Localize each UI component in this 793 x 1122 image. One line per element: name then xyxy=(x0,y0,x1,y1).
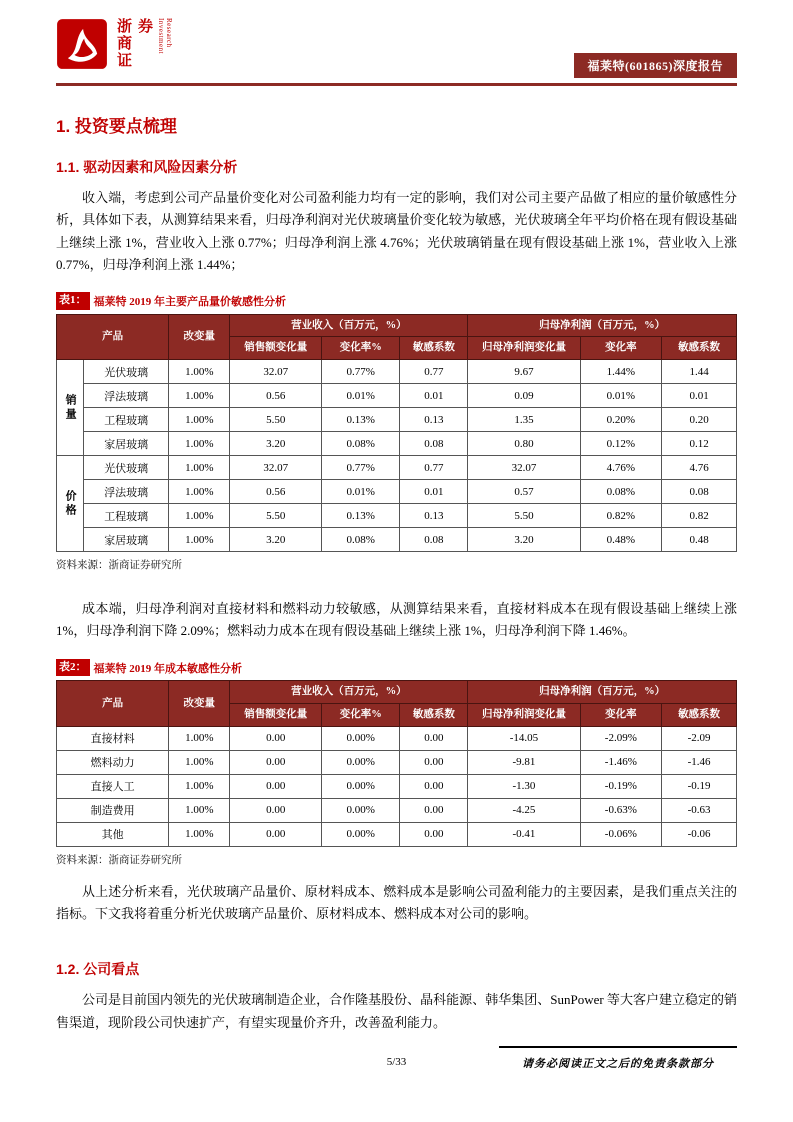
col-header-np-change: 归母净利润变化量 xyxy=(468,337,580,360)
table2-caption-text: 福莱特 2019 年成本敏感性分析 xyxy=(93,662,242,675)
value-cell: 1.00% xyxy=(169,750,230,774)
value-cell: -0.63 xyxy=(662,798,737,822)
brand-text xyxy=(113,18,173,80)
product-name-cell: 光伏玻璃 xyxy=(84,360,169,384)
value-cell: 0.77 xyxy=(400,360,468,384)
value-cell: -0.63% xyxy=(580,798,662,822)
value-cell: 1.00% xyxy=(169,384,230,408)
value-cell: 0.77% xyxy=(322,360,400,384)
value-cell: -1.46 xyxy=(662,750,737,774)
product-name-cell: 其他 xyxy=(57,822,169,846)
col-group-revenue: 营业收入（百万元，%） xyxy=(230,681,468,704)
value-cell: 0.08% xyxy=(322,432,400,456)
value-cell: 0.56 xyxy=(230,384,322,408)
value-cell: 1.00% xyxy=(169,528,230,552)
page-header xyxy=(56,0,737,86)
value-cell: 0.00 xyxy=(230,798,322,822)
col-header-sensitivity: 敏感系数 xyxy=(400,337,468,360)
col-header-np-change-rate: 变化率 xyxy=(580,337,662,360)
table-row xyxy=(57,726,737,750)
value-cell: 0.00 xyxy=(400,774,468,798)
table1-caption xyxy=(56,292,737,309)
value-cell: 32.07 xyxy=(230,360,322,384)
value-cell: 1.00% xyxy=(169,504,230,528)
value-cell: -1.46% xyxy=(580,750,662,774)
value-cell: 5.50 xyxy=(230,504,322,528)
col-header-np-sensitivity: 敏感系数 xyxy=(662,337,737,360)
table-row xyxy=(57,456,737,480)
table2-source: 资料来源：浙商证券研究所 xyxy=(56,854,182,866)
value-cell: 0.00% xyxy=(322,774,400,798)
product-name-cell: 工程玻璃 xyxy=(84,408,169,432)
value-cell: 5.50 xyxy=(230,408,322,432)
value-cell: 0.01% xyxy=(322,480,400,504)
value-cell: 3.20 xyxy=(230,528,322,552)
value-cell: 1.00% xyxy=(169,360,230,384)
value-cell: 0.82 xyxy=(662,504,737,528)
table-row xyxy=(57,798,737,822)
table2-cost-sensitivity xyxy=(56,680,737,846)
col-header-change: 改变量 xyxy=(169,681,230,726)
value-cell: 0.56 xyxy=(230,480,322,504)
value-cell: 0.77% xyxy=(322,456,400,480)
value-cell: 1.00% xyxy=(169,822,230,846)
value-cell: 1.44% xyxy=(580,360,662,384)
col-header-change: 改变量 xyxy=(169,314,230,359)
value-cell: -0.06% xyxy=(580,822,662,846)
value-cell: 0.77 xyxy=(400,456,468,480)
value-cell: 0.48% xyxy=(580,528,662,552)
table-row xyxy=(57,750,737,774)
value-cell: 1.00% xyxy=(169,798,230,822)
value-cell: 0.00 xyxy=(400,750,468,774)
value-cell: 0.20% xyxy=(580,408,662,432)
value-cell: 0.01 xyxy=(662,384,737,408)
report-title-banner: 福莱特(601865)深度报告 xyxy=(574,53,738,78)
value-cell: -1.30 xyxy=(468,774,580,798)
table-row xyxy=(57,528,737,552)
value-cell: -0.19 xyxy=(662,774,737,798)
product-name-cell: 浮法玻璃 xyxy=(84,480,169,504)
value-cell: 0.01% xyxy=(322,384,400,408)
table2-caption xyxy=(56,659,737,676)
value-cell: 0.13% xyxy=(322,504,400,528)
value-cell: -4.25 xyxy=(468,798,580,822)
page-number: 5/33 xyxy=(386,1056,407,1068)
value-cell: 1.00% xyxy=(169,456,230,480)
value-cell: 1.00% xyxy=(169,774,230,798)
value-cell: 0.00 xyxy=(230,750,322,774)
value-cell: 0.01 xyxy=(400,384,468,408)
value-cell: -2.09 xyxy=(662,726,737,750)
value-cell: 0.82% xyxy=(580,504,662,528)
value-cell: 1.35 xyxy=(468,408,580,432)
page-footer xyxy=(56,1046,737,1080)
value-cell: 0.00 xyxy=(400,726,468,750)
value-cell: 0.57 xyxy=(468,480,580,504)
brand-name-cn: 浙商证券 xyxy=(115,18,152,69)
product-name-cell: 制造费用 xyxy=(57,798,169,822)
col-group-net-profit: 归母净利润（百万元，%） xyxy=(468,314,737,337)
table1-price-volume-sensitivity xyxy=(56,314,737,552)
row-group-label: 销量 xyxy=(57,360,84,456)
product-name-cell: 光伏玻璃 xyxy=(84,456,169,480)
value-cell: 9.67 xyxy=(468,360,580,384)
value-cell: -9.81 xyxy=(468,750,580,774)
col-header-sales-change: 销售额变化量 xyxy=(230,337,322,360)
value-cell: 0.00 xyxy=(400,798,468,822)
table1-caption-tag: 表1： xyxy=(56,292,90,309)
col-header-product: 产品 xyxy=(57,314,169,359)
value-cell: 0.08 xyxy=(400,432,468,456)
col-header-np-change-rate: 变化率 xyxy=(580,703,662,726)
value-cell: -0.41 xyxy=(468,822,580,846)
value-cell: 1.00% xyxy=(169,726,230,750)
value-cell: 4.76 xyxy=(662,456,737,480)
value-cell: 0.00 xyxy=(230,726,322,750)
value-cell: 0.09 xyxy=(468,384,580,408)
table-row xyxy=(57,360,737,384)
product-name-cell: 工程玻璃 xyxy=(84,504,169,528)
value-cell: -0.06 xyxy=(662,822,737,846)
paragraph-company-highlight: 公司是目前国内领先的光伏玻璃制造企业，合作隆基股份、晶科能源、韩华集团、SunPower 等大客户建立稳定的销售渠道，现阶段公司快速扩产，有望实现量价齐升，改善盈利能力。 xyxy=(56,992,737,1030)
table-row xyxy=(57,774,737,798)
value-cell: 3.20 xyxy=(468,528,580,552)
value-cell: 0.80 xyxy=(468,432,580,456)
section-heading-1-1: 1.1. 驱动因素和风险因素分析 xyxy=(56,159,238,175)
section-heading-1-2: 1.2. 公司看点 xyxy=(56,961,140,978)
col-header-np-sensitivity: 敏感系数 xyxy=(662,703,737,726)
value-cell: 0.13 xyxy=(400,408,468,432)
value-cell: 0.08 xyxy=(400,528,468,552)
value-cell: 4.76% xyxy=(580,456,662,480)
value-cell: 0.13% xyxy=(322,408,400,432)
table1-caption-text: 福莱特 2019 年主要产品量价敏感性分析 xyxy=(93,296,286,309)
value-cell: 32.07 xyxy=(230,456,322,480)
table-row xyxy=(57,480,737,504)
value-cell: 1.44 xyxy=(662,360,737,384)
row-group-label: 价格 xyxy=(57,456,84,552)
product-name-cell: 直接材料 xyxy=(57,726,169,750)
col-header-sales-change: 销售额变化量 xyxy=(230,703,322,726)
paragraph-income-side: 收入端，考虑到公司产品量价变化对公司盈利能力均有一定的影响，我们对公司主要产品做了相应的量价敏感性分析，具体如下表，从测算结果来看，归母净利润对光伏玻璃量价变化较为敏感，光伏玻璃全年平均价格在现有假设基础上继续上涨 1%，营业收入上涨 0.77%；归母净利润上涨 4.76%；光伏玻璃销量在现有假设基础上涨 1%，营业收入上涨 0.77%，归母净利润上涨 1.44%； xyxy=(56,190,737,273)
col-group-net-profit: 归母净利润（百万元，%） xyxy=(468,681,737,704)
value-cell: 0.01 xyxy=(400,480,468,504)
value-cell: 0.20 xyxy=(662,408,737,432)
value-cell: 0.01% xyxy=(580,384,662,408)
value-cell: 0.12% xyxy=(580,432,662,456)
table-row xyxy=(57,822,737,846)
value-cell: 0.08% xyxy=(580,480,662,504)
product-name-cell: 浮法玻璃 xyxy=(84,384,169,408)
paragraph-cost-side: 成本端，归母净利润对直接材料和燃料动力较敏感，从测算结果来看，直接材料成本在现有假设基础上继续上涨 1%，归母净利润下降 2.09%；燃料动力成本在现有假设基础上继续上涨 1%，归母净利润下降 1.46%。 xyxy=(56,601,737,639)
section-heading-1: 1. 投资要点梳理 xyxy=(56,117,177,136)
value-cell: 0.12 xyxy=(662,432,737,456)
value-cell: 1.00% xyxy=(169,408,230,432)
product-name-cell: 家居玻璃 xyxy=(84,432,169,456)
value-cell: 0.08% xyxy=(322,528,400,552)
brand-flame-icon xyxy=(56,18,108,70)
value-cell: 5.50 xyxy=(468,504,580,528)
value-cell: 0.00% xyxy=(322,726,400,750)
value-cell: 1.00% xyxy=(169,432,230,456)
table-row xyxy=(57,504,737,528)
value-cell: 0.00 xyxy=(230,822,322,846)
col-header-sensitivity: 敏感系数 xyxy=(400,703,468,726)
value-cell: 0.00 xyxy=(400,822,468,846)
brand-name-en: Investment Research xyxy=(157,18,173,55)
col-group-revenue: 营业收入（百万元，%） xyxy=(230,314,468,337)
value-cell: 3.20 xyxy=(230,432,322,456)
col-header-change-rate: 变化率% xyxy=(322,703,400,726)
col-header-product: 产品 xyxy=(57,681,169,726)
value-cell: 0.48 xyxy=(662,528,737,552)
col-header-np-change: 归母净利润变化量 xyxy=(468,703,580,726)
brand-logo xyxy=(56,18,173,80)
value-cell: -2.09% xyxy=(580,726,662,750)
value-cell: 32.07 xyxy=(468,456,580,480)
value-cell: -14.05 xyxy=(468,726,580,750)
paragraph-summary: 从上述分析来看，光伏玻璃产品量价、原材料成本、燃料成本是影响公司盈利能力的主要因素，是我们重点关注的指标。下文我将着重分析光伏玻璃产品量价、原材料成本、燃料成本对公司的影响。 xyxy=(56,883,737,921)
value-cell: 0.08 xyxy=(662,480,737,504)
value-cell: 0.13 xyxy=(400,504,468,528)
table2-caption-tag: 表2： xyxy=(56,659,90,676)
value-cell: 0.00% xyxy=(322,798,400,822)
value-cell: -0.19% xyxy=(580,774,662,798)
value-cell: 0.00% xyxy=(322,750,400,774)
product-name-cell: 燃料动力 xyxy=(57,750,169,774)
table-row xyxy=(57,432,737,456)
product-name-cell: 直接人工 xyxy=(57,774,169,798)
col-header-change-rate: 变化率% xyxy=(322,337,400,360)
value-cell: 1.00% xyxy=(169,480,230,504)
value-cell: 0.00 xyxy=(230,774,322,798)
table-row xyxy=(57,384,737,408)
product-name-cell: 家居玻璃 xyxy=(84,528,169,552)
table-row xyxy=(57,408,737,432)
value-cell: 0.00% xyxy=(322,822,400,846)
table1-source: 资料来源：浙商证券研究所 xyxy=(56,560,182,572)
footer-disclaimer: 请务必阅读正文之后的免责条款部分 xyxy=(499,1046,737,1071)
